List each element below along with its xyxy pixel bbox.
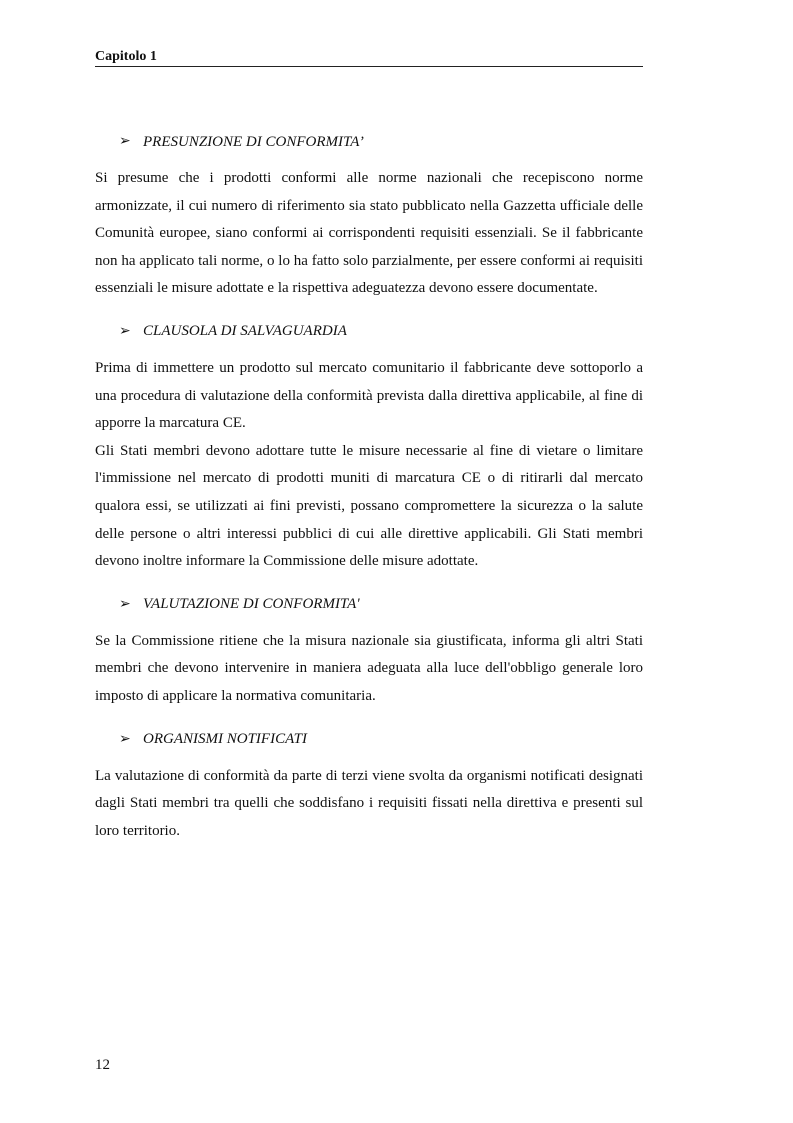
section-organismi <box>95 726 643 846</box>
arrowhead-bullet-icon: ➢ <box>119 731 131 747</box>
section-heading <box>119 128 643 156</box>
section-presunzione <box>95 128 643 303</box>
arrowhead-bullet-icon: ➢ <box>119 596 131 612</box>
arrowhead-bullet-icon: ➢ <box>119 323 131 339</box>
paragraph: Se la Commissione ritiene che la misura nazionale sia giustificata, informa gli altri Stati membri che devono intervenire in maniera adeguata alla luce dell'obbligo generale loro imposto di applicare la normativa comunitaria. <box>95 632 643 704</box>
section-heading <box>119 318 643 346</box>
section-heading <box>119 726 643 754</box>
section-heading-text: CLAUSOLA DI SALVAGUARDIA <box>143 323 347 340</box>
paragraph: Prima di immettere un prodotto sul mercato comunitario il fabbricante deve sottoporlo a una procedura di valutazione della conformità prevista dalla direttiva applicabile, al fine di apporre la marcatura CE. <box>95 359 643 432</box>
paragraph: La valutazione di conformità da parte di terzi viene svolta da organismi notificati designati dagli Stati membri tra quelli che soddisfano i requisiti fissati nella direttiva e presenti sul loro territorio. <box>95 767 643 839</box>
chapter-title: Capitolo 1 <box>95 49 157 64</box>
section-heading-text: ORGANISMI NOTIFICATI <box>143 731 308 747</box>
section-heading-text: VALUTAZIONE DI CONFORMITA' <box>143 596 360 613</box>
section-heading <box>119 591 643 619</box>
section-heading-text: PRESUNZIONE DI CONFORMITA’ <box>143 133 364 150</box>
page-content <box>95 128 643 860</box>
page-number: 12 <box>95 1057 110 1073</box>
section-valutazione <box>95 591 643 711</box>
section-clausola <box>95 318 643 576</box>
paragraph: Si presume che i prodotti conformi alle norme nazionali che recepiscono norme armonizzate, il cui numero di riferimento sia stato pubblicato nella Gazzetta ufficiale delle Comunità europee, siano conformi ai corrispondenti requisiti essenziali. Se il fabbricante non ha applicato tali norme, o lo ha fatto solo parzialmente, per essere conformi ai requisiti essenziali le misure adottate e la rispettiva adeguatezza devono essere documentate. <box>95 170 643 297</box>
page-header <box>95 48 643 67</box>
arrowhead-bullet-icon: ➢ <box>119 134 131 149</box>
paragraph: Gli Stati membri devono adottare tutte le misure necessarie al fine di vietare o limitare l'immissione nel mercato di prodotti muniti di marcatura CE o di ritirarli dal mercato qualora essi, se utilizzati ai fini previsti, possano compromettere la sicurezza o la salute delle persone o altri interessi pubblici di cui alle direttive applicabili. Gli Stati membri devono inoltre informare la Commissione delle misure adottate. <box>95 442 643 570</box>
